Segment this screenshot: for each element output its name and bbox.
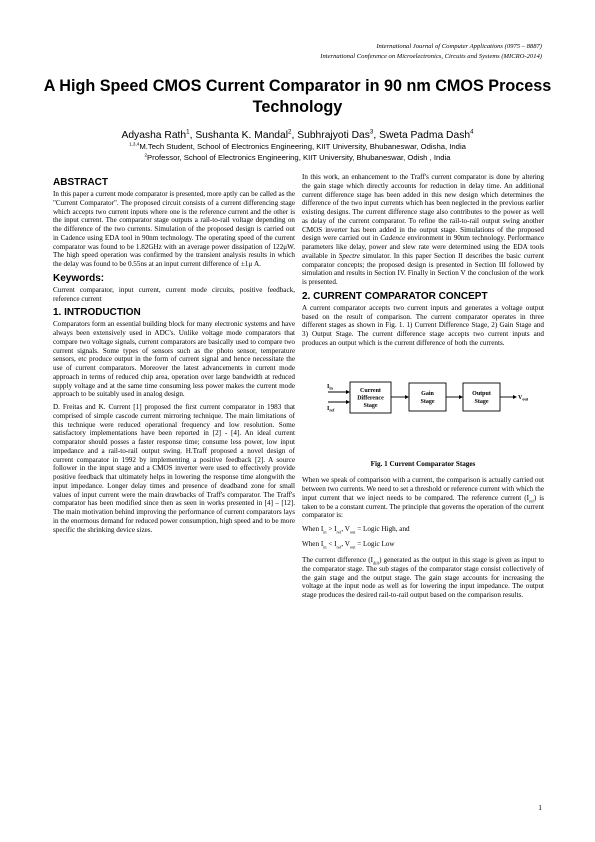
subscript: ref bbox=[336, 544, 342, 550]
author-name: Subhrajyoti Das bbox=[297, 130, 370, 141]
subscript: in bbox=[323, 529, 327, 535]
concept-paragraph-1: A current comparator accepts two current inputs and generates a voltage output based on the result of comparison. The current comparator operates in three different stages as shown in Fig. 1. 1) Current Difference Stage, 2) Gain Stage and 3) Output Stage. The current difference stage accepts two current inputs and produces an output which is the current difference of both the currents. bbox=[302, 303, 544, 347]
concept-paragraph-3 bbox=[302, 556, 544, 600]
text-run: The current difference (I bbox=[302, 556, 374, 564]
text-run: ) generated as the output in this stage is given as input to the comparator stage. The sub stages of the comparator stage consist collectively of the gain stage and the output stage. The gain stage accounts for increasing the voltage at the input node as well as for lowering the input impedance. The output stage produces the desired rail-to-rail output based on the comparison results. bbox=[302, 556, 544, 599]
arrow-head bbox=[459, 395, 463, 399]
author-name: Sweta Padma Dash bbox=[379, 130, 471, 141]
author-mark: 4 bbox=[470, 128, 474, 136]
subscript: out bbox=[349, 544, 356, 550]
right-intro-paragraph bbox=[302, 173, 544, 287]
text-run: In this work, an enhancement to the Traff's current comparator is done by altering the gain stage which directly accounts for reduction in delay time. An additional current difference stage has been added in this new design which determines the difference of the two input currents which has been neglected in the previous earlier existing designs. The current difference stage also contributes to the power as well as delay of the current comparator. To refine the rail-to-rail output swing another CMOS inverter has been added in the output stage. Simulations of the proposed design were carried out in bbox=[302, 173, 544, 243]
text-run: > I bbox=[326, 525, 337, 533]
abstract-text: In this paper a current mode comparator is presented, more aptly can be called as the "Current Comparator". The proposed circuit consists of a current differencing stage which accepts two current inputs where one is the reference current and the other is the input current. The comparator stage outputs a rail-to-rail voltage depending on the difference of the two currents. Simulation of the proposed design is carried out in Cadence using EDA tool in 90nm technology. The operating speed of the current comparator was found to be 1.82GHz with an average power dissipation of 122μW. The high speed operation was confirmed by the transient analysis results in which the delay was found to be 0.55ns at an input current difference of ±1μ A. bbox=[53, 190, 295, 268]
text-run: = Logic High, and bbox=[355, 525, 410, 533]
right-column bbox=[302, 173, 544, 604]
arrow-head bbox=[346, 390, 350, 394]
text-run: simulator. In this paper Section II describes the basic current comparator concepts; the proposed design is presented in Section III followed by simulation and results in Section IV. Finally in Section V the conclusion of the work is presented. bbox=[302, 251, 544, 286]
left-column bbox=[53, 173, 295, 538]
subscript: diff bbox=[373, 560, 380, 566]
italic-run: Spectre bbox=[338, 251, 360, 260]
author-name: Sushanta K. Mandal bbox=[195, 130, 289, 141]
block-label: Stage bbox=[363, 402, 378, 409]
text-run: , V bbox=[341, 525, 350, 533]
text-run: When I bbox=[302, 525, 324, 533]
text-run: , V bbox=[341, 540, 350, 548]
input-label-iin: $I_{in}$ bbox=[327, 383, 333, 390]
italic-run: Cadence bbox=[380, 234, 406, 243]
introduction-heading: 1. INTRODUCTION bbox=[53, 307, 141, 319]
subscript: ref bbox=[529, 498, 534, 504]
affiliation bbox=[40, 153, 555, 163]
text-run: ) is taken to be a constant current. The principle that governs the operation of the current comparator is: bbox=[302, 493, 544, 520]
concept-paragraph-2 bbox=[302, 476, 544, 520]
text-run: = Logic Low bbox=[355, 540, 395, 548]
figure-caption: Fig. 1 Current Comparator Stages bbox=[370, 459, 476, 468]
arrow-head bbox=[346, 400, 350, 404]
subscript: ref bbox=[336, 529, 342, 535]
equation-2 bbox=[302, 539, 544, 550]
affiliation-text: Professor, School of Electronics Engineering, KIIT University, Bhubaneswar, Odish , India bbox=[147, 153, 451, 162]
author-mark: 1 bbox=[186, 128, 190, 136]
affiliation-text: M.Tech Student, School of Electronics Engineering, KIIT University, Bhubaneswar, Odisha, India bbox=[139, 142, 466, 151]
author-mark: 3 bbox=[369, 128, 374, 136]
page-number: 1 bbox=[538, 803, 542, 812]
block-label: Stage bbox=[474, 398, 489, 405]
journal-header-line2: International Conference on Microelectronics, Circuits and Systems (MICRO-2014) bbox=[320, 53, 542, 60]
intro-paragraph-1: Comparators form an essential building block for many electronic systems and have always been extensively used in ADC's. Unlike voltage mode comparators that compare two voltage signals, current comparators are basically used to compare two current signals. Some types of sensors such as the photo sensor, temperature sensors, etc produce output in the form of current signal and hence necessitate the use of current comparators. Moreover the latest advancements in current mode approach in terms of reduced chip area, operation over large bandwidth at reduced supply voltage and at the same time consuming less power makes the current mode approach to be suitably used in analog design. bbox=[53, 320, 295, 399]
block-label: Difference bbox=[357, 395, 384, 401]
abstract-heading: ABSTRACT bbox=[53, 177, 108, 188]
paper-title: A High Speed CMOS Current Comparator in 90 nm CMOS Process Technology bbox=[43, 77, 552, 116]
gain-stage-block bbox=[409, 383, 446, 411]
arrow-head bbox=[405, 395, 409, 399]
author-mark: 2 bbox=[288, 128, 292, 136]
journal-header-line1: International Journal of Computer Applications (0975 – 8887) bbox=[376, 43, 542, 50]
affiliation-mark: 1,3,4 bbox=[129, 141, 140, 147]
text-run: < I bbox=[326, 540, 337, 548]
output-label-vout: $V_{out}$ bbox=[518, 394, 529, 401]
block-label: Current bbox=[360, 387, 381, 394]
text-run: environment in 90nm technology. Performance parameters like delay, power and slew rate were determined using the EDA tools available in bbox=[302, 234, 544, 260]
text-run: When we speak of comparison with a current, the comparison is actually carried out between two currents. We need to set a threshold or reference current with which the input current that we inject needs to be compared. The reference current (I bbox=[302, 476, 544, 502]
arrow-head bbox=[513, 395, 517, 399]
figure-1 bbox=[302, 352, 544, 454]
affiliation-mark: 2 bbox=[144, 152, 148, 158]
keywords-text: Current comparator, input current, current mode circuits, positive feedback, reference current bbox=[53, 285, 295, 303]
equation-1 bbox=[302, 524, 544, 535]
subscript: out bbox=[349, 529, 356, 535]
intro-paragraph-2: D. Freitas and K. Current [1] proposed the first current comparator in 1983 that comprised of simple cascode current mirroring technique. The main limitations of this technique were reduced operational frequency and low resolution. Some satisfactory implementations have been reported in [2] - [4]. An ideal current comparator should posses a faster response time; consume less power, low input impedance and a rail-to-rail output swing. H.Traff proposed a novel design of current comparator in 1992 by implementing a positive feedback [2]. A source follower in the input stage and a CMOS inverter were used to effectively provide positive feedback that ultimately helps in lowering the response time alongwith the input impedance. Longer delay times and presence of deadband zone for small values of input current were the main drawbacks of Traff's comparator. The Traff's comparator has been modified since then as seen in works presented in [4] – [12]. The main motivation behind improving the performance of current comparators lays in the enormous demand for reduced power consumption, high speed and to be more specific the shrinking device sizes. bbox=[53, 403, 295, 534]
author-list: Adyasha Rath$^1$, Sushanta K. Mandal$^2$, Subhrajyoti Das$^3$, Sweta Padma Dash$^4$ bbox=[121, 128, 474, 141]
block-label: Stage bbox=[420, 398, 435, 405]
input-label-iref: $I_{ref}$ bbox=[327, 405, 335, 412]
block-label: Gain bbox=[421, 390, 434, 397]
author-name: Adyasha Rath bbox=[121, 130, 187, 141]
concept-heading: 2. CURRENT COMPARATOR CONCEPT bbox=[302, 290, 488, 302]
block-label: Output bbox=[472, 390, 491, 397]
block-diagram bbox=[302, 352, 544, 454]
subscript: in bbox=[323, 544, 327, 550]
text-run: When I bbox=[302, 540, 324, 548]
output-stage-block bbox=[463, 383, 500, 411]
keywords-heading: Keywords: bbox=[53, 272, 105, 284]
affiliation bbox=[40, 142, 555, 152]
